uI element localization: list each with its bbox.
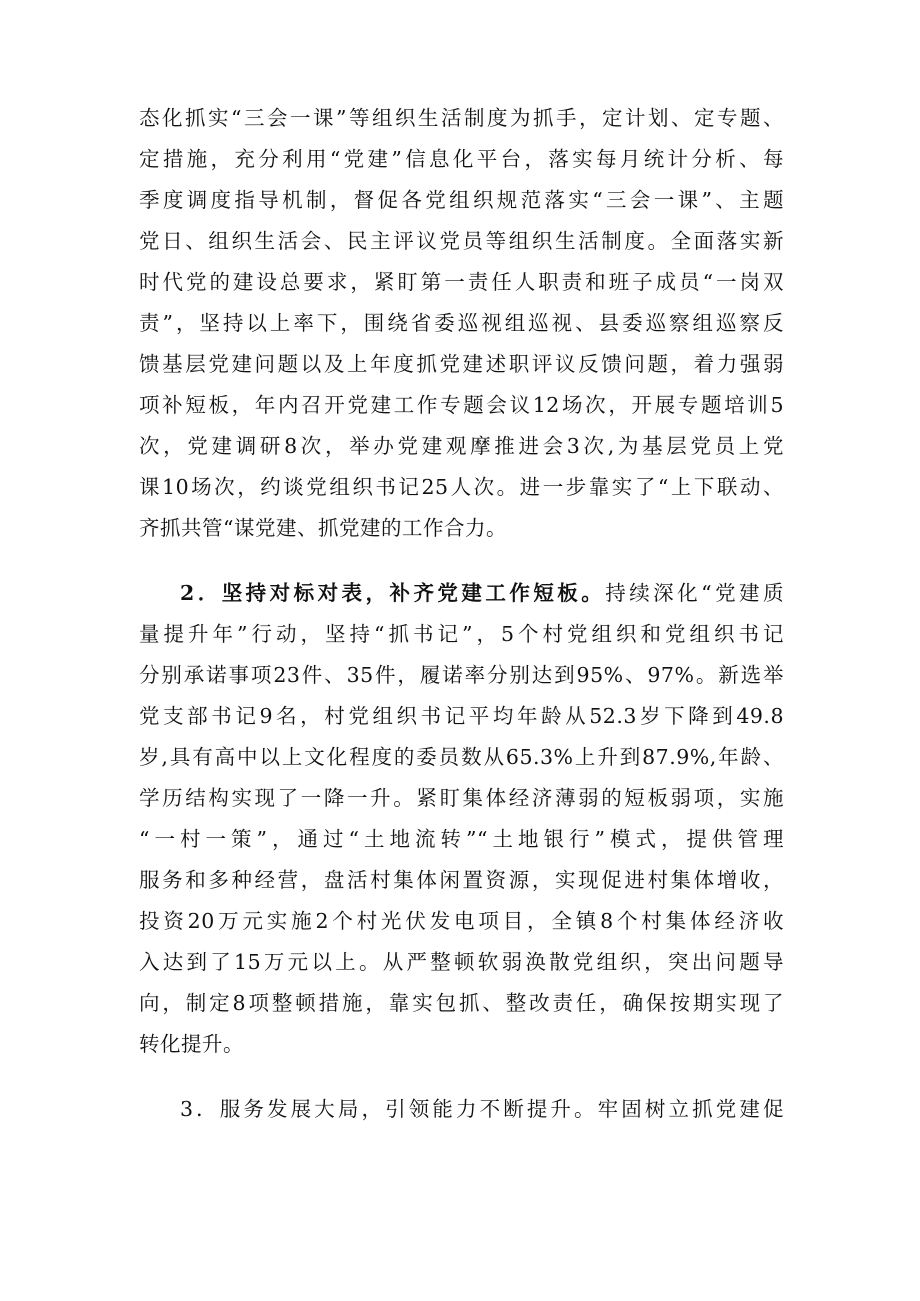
body-text (139, 98, 784, 1130)
text-line: 党日、组织生活会、民主评议党员等组织生活制度。全面落实新 (139, 229, 784, 253)
text-line: 责”，坚持以上率下，围绕省委巡视组巡视、县委巡察组巡察反 (139, 311, 784, 335)
text-line: 量提升年”行动，坚持“抓书记”，5个村党组织和党组织书记 (139, 622, 784, 646)
text-line: 态化抓实“三会一课”等组织生活制度为抓手，定计划、定专题、 (139, 106, 784, 130)
text-line: 时代党的建设总要求，紧盯第一责任人职责和班子成员“一岗双 (139, 270, 784, 294)
text-line: 季度调度指导机制，督促各党组织规范落实“三会一课”、主题 (139, 188, 784, 212)
text-line: 课10场次，约谈党组织书记25人次。进一步靠实了“上下联动、 (139, 475, 784, 499)
text-line: 3．服务发展大局，引领能力不断提升。牢固树立抓党建促 (180, 1097, 784, 1121)
paragraph-3 (139, 1089, 784, 1130)
text-line: “一村一策”，通过“土地流转”“土地银行”模式，提供管理 (139, 827, 784, 851)
text-line: 项补短板，年内召开党建工作专题会议12场次，开展专题培训5 (139, 393, 784, 417)
text-line: 学历结构实现了一降一升。紧盯集体经济薄弱的短板弱项，实施 (139, 786, 784, 810)
paragraph-2 (139, 573, 784, 1065)
text-line: 定措施，充分利用“党建”信息化平台，落实每月统计分析、每 (139, 147, 784, 171)
paragraph-1 (139, 98, 784, 549)
text-line: 分别承诺事项23件、35件，履诺率分别达到95%、97%。新选举 (139, 663, 784, 687)
text-line: 馈基层党建问题以及上年度抓党建述职评议反馈问题，着力强弱 (139, 352, 784, 376)
text-line: 投资20万元实施2个村光伏发电项目，全镇8个村集体经济收 (139, 909, 784, 933)
text-line: 入达到了15万元以上。从严整顿软弱涣散党组织，突出问题导 (139, 950, 784, 974)
section-heading: 2．坚持对标对表，补齐党建工作短板。 (180, 581, 606, 605)
text-line (139, 573, 784, 614)
text-line: 次，党建调研8次，举办党建观摩推进会3次,为基层党员上党 (139, 434, 784, 458)
text-line: 向，制定8项整顿措施，靠实包抓、整改责任，确保按期实现了 (139, 991, 784, 1015)
text-line: 党支部书记9名，村党组织书记平均年龄从52.3岁下降到49.8 (139, 704, 784, 728)
text-line: 转化提升。 (139, 1032, 244, 1056)
text-line: 齐抓共管“谋党建、抓党建的工作合力。 (139, 516, 507, 540)
text-line: 岁,具有高中以上文化程度的委员数从65.3%上升到87.9%,年龄、 (139, 745, 784, 769)
text-line: 服务和多种经营，盘活村集体闲置资源，实现促进村集体增收， (139, 868, 784, 892)
text-span: 持续深化“党建质 (605, 581, 785, 605)
